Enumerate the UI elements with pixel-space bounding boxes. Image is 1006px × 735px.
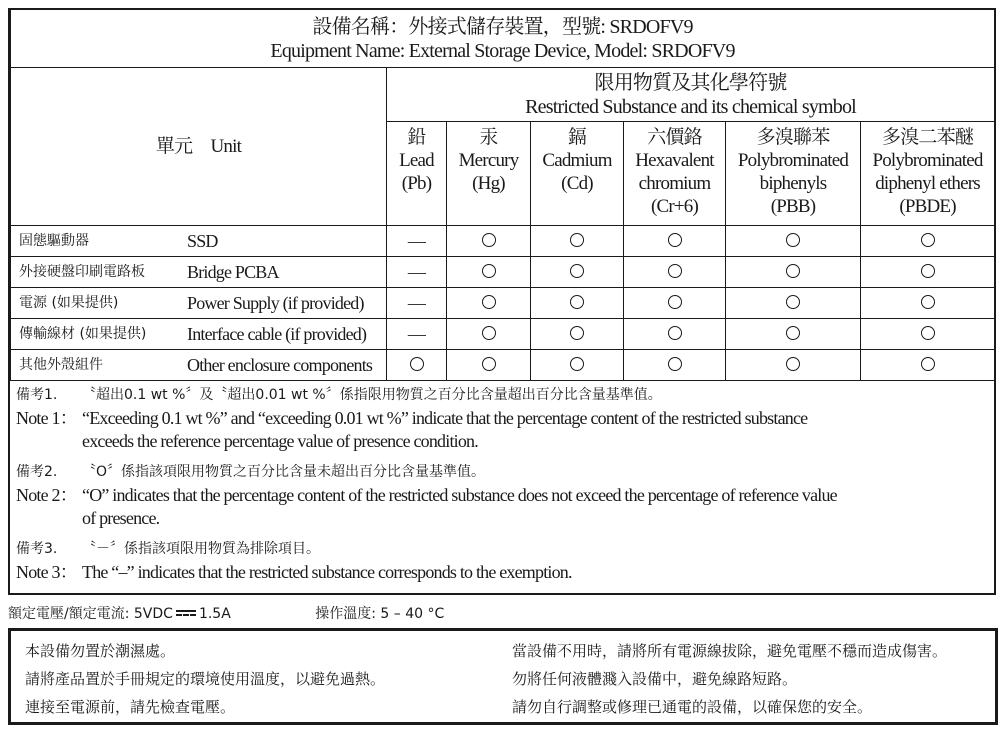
warning-item: 請將產品置於手冊規定的環境使用溫度，以避免過熱。 [25,670,386,688]
circle-mark-icon [668,233,682,247]
substance-en: Polybrominated diphenyl ethers [872,150,983,194]
circle-mark-icon [786,326,800,340]
circle-mark-icon [570,326,584,340]
circle-mark-icon [482,295,496,309]
note-text-zh: 〝－〞係指該項限用物質為排除項目。 [82,541,320,557]
unit-zh: 固態驅動器 [19,232,89,249]
substance-header [387,122,447,226]
dc-symbol-icon [176,610,196,619]
note-text-en-cont: of presence. [82,508,160,528]
substance-sym: (Cd) [561,173,593,194]
dash-mark: — [407,261,426,282]
spec-line [8,603,524,623]
unit-cell [11,319,387,350]
note-text-en-cont: exceeds the reference percentage value of presence condition. [82,431,478,451]
mark-cell [726,350,861,381]
dash-mark: — [407,292,426,313]
note-tag-zh: 備考2. [16,464,58,480]
mark-cell [861,288,995,319]
mark-cell [861,350,995,381]
circle-mark-icon [410,357,424,371]
circle-mark-icon [668,295,682,309]
mark-cell [726,288,861,319]
circle-mark-icon [570,295,584,309]
mark-cell [531,319,624,350]
substance-zh: 汞 [479,127,498,148]
note-tag-en: Note 2： [16,485,77,505]
unit-cell [11,226,387,257]
unit-zh: 其他外殼組件 [19,356,103,373]
circle-mark-icon [786,295,800,309]
substance-header [624,122,726,226]
table-row [11,288,995,319]
mark-cell [726,257,861,288]
mark-cell [531,350,624,381]
unit-en: Interface cable (if provided) [187,323,367,344]
mark-cell [531,288,624,319]
circle-mark-icon [786,357,800,371]
mark-cell [624,350,726,381]
substance-header [531,122,624,226]
substance-en: Mercury [458,150,519,171]
note-text-en: “O” indicates that the percentage content of the restricted substance does not exceed the percentage of reference value [82,485,837,505]
unit-cell [11,257,387,288]
dash-mark: — [407,230,426,251]
circle-mark-icon [570,233,584,247]
table-row [11,226,995,257]
mark-cell [447,257,531,288]
operating-temp: 操作溫度: 5 – 40 °C [315,606,445,622]
warning-item: 當設備不用時，請將所有電源線拔除，避免電壓不穩而造成傷害。 [512,642,948,660]
warning-item: 請勿自行調整或修理已通電的設備，以確保您的安全。 [512,698,873,716]
mark-cell [624,319,726,350]
substance-en: Cadmium [542,150,612,171]
circle-mark-icon [482,357,496,371]
note-text-en: The “–” indicates that the restricted substance corresponds to the exemption. [82,562,572,582]
title-en: Equipment Name: External Storage Device, Model: SRDOFV9 [270,39,735,62]
substance-en: Polybrominated biphenyls [737,150,849,194]
unit-en: Power Supply (if provided) [187,292,364,313]
circle-mark-icon [921,264,935,278]
mark-cell [387,226,447,257]
note [16,538,988,584]
note-text-en: “Exceeding 0.1 wt %” and “exceeding 0.01 wt %” indicate that the percentage content of the restricted substance [82,408,808,428]
restricted-en: Restricted Substance and its chemical symbol [525,95,856,118]
circle-mark-icon [570,357,584,371]
rating-current: 1.5A [198,606,231,622]
substance-sym: (PBDE) [899,196,956,217]
mark-cell [447,288,531,319]
mark-cell [726,226,861,257]
unit-en: SSD [187,230,218,251]
mark-cell [726,319,861,350]
mark-cell [447,350,531,381]
note-text-zh: 〝超出0.1 wt %〞及〝超出0.01 wt %〞係指限用物質之百分比含量超出百分比含量基準值。 [82,387,662,403]
circle-mark-icon [921,295,935,309]
unit-header: 單元 Unit [11,68,387,226]
mark-cell [531,257,624,288]
mark-cell [387,288,447,319]
substance-en: Lead [399,150,434,171]
note [16,461,988,530]
dash-mark: — [407,323,426,344]
circle-mark-icon [482,264,496,278]
warning-box [8,628,998,725]
unit-zh: 外接硬盤印刷電路板 [19,263,145,280]
unit-cell [11,288,387,319]
rohs-declaration-table [8,8,996,595]
substance-sym: (Hg) [472,173,505,194]
note-tag-en: Note 1： [16,408,77,428]
title-zh: 設備名稱：外接式儲存裝置，型號: SRDOFV9 [312,15,693,38]
mark-cell [387,350,447,381]
note-tag-en: Note 3： [16,562,77,582]
table-row [11,350,995,381]
unit-zh: 電源 (如果提供) [19,294,119,311]
note-tag-zh: 備考3. [16,541,58,557]
unit-cell [11,350,387,381]
substance-sym: (Pb) [401,173,432,194]
note-text-zh: 〝O〞係指該項限用物質之百分比含量未超出百分比含量基準值。 [82,464,486,480]
substance-sym: (PBB) [770,196,816,217]
circle-mark-icon [921,357,935,371]
unit-en: Other enclosure components [187,354,373,375]
table-row [11,319,995,350]
mark-cell [447,319,531,350]
mark-cell [861,319,995,350]
restricted-zh: 限用物質及其化學符號 [594,71,787,94]
circle-mark-icon [786,264,800,278]
circle-mark-icon [570,264,584,278]
substance-header [447,122,531,226]
circle-mark-icon [482,326,496,340]
mark-cell [624,257,726,288]
circle-mark-icon [668,357,682,371]
note [16,384,988,453]
substance-en: Hexavalent chromium [635,150,714,194]
substance-zh: 鎘 [567,127,587,148]
note-tag-zh: 備考1. [16,387,58,403]
substance-header [726,122,861,226]
notes-section [10,378,994,598]
substance-zh: 多溴二苯醚 [882,127,974,148]
unit-zh: 傳輸線材 (如果提供) [19,325,147,342]
circle-mark-icon [786,233,800,247]
circle-mark-icon [921,326,935,340]
mark-cell [531,226,624,257]
mark-cell [387,257,447,288]
unit-en: Bridge PCBA [187,261,279,282]
circle-mark-icon [668,264,682,278]
rating [8,606,231,622]
substance-zh: 鉛 [407,127,426,148]
substance-zh: 六價鉻 [647,127,702,148]
mark-cell [861,226,995,257]
circle-mark-icon [482,233,496,247]
restricted-header [387,68,995,122]
mark-cell [861,257,995,288]
table-row [11,257,995,288]
circle-mark-icon [668,326,682,340]
mark-cell [387,319,447,350]
circle-mark-icon [921,233,935,247]
warning-item: 勿將任何液體濺入設備中，避免線路短路。 [512,670,798,688]
mark-cell [624,226,726,257]
warning-item: 連接至電源前，請先檢查電壓。 [25,698,236,716]
rating-label: 額定電壓/額定電流: 5VDC [8,606,173,622]
warning-item: 本設備勿置於潮濕處。 [25,642,176,660]
mark-cell [624,288,726,319]
substance-zh: 多溴聯苯 [756,127,830,148]
substance-header [861,122,995,226]
equipment-title [11,10,995,68]
substance-sym: (Cr+6) [650,196,699,217]
mark-cell [447,226,531,257]
